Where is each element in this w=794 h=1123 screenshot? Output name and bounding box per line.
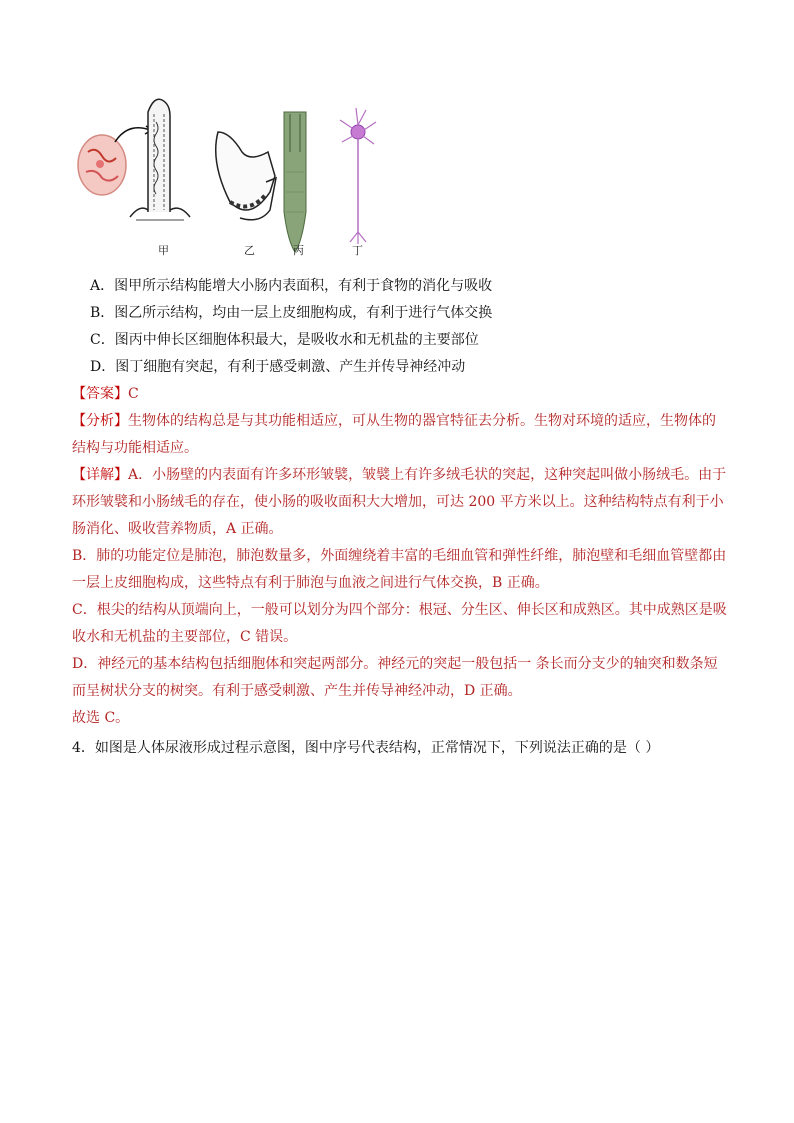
figure-label-bing: 丙 <box>293 244 304 257</box>
analysis-text-1: 生物体的结构总是与其功能相适应，可从生物的器官特征去分析。生物对环境的适应，生物体的 <box>128 413 716 429</box>
root-tip-image <box>284 112 306 252</box>
small-intestine-villus-image <box>130 99 190 220</box>
alveolus-image <box>216 132 276 220</box>
detail-line-7: 收水和无机盐的主要部位，C 错误。 <box>72 629 298 645</box>
option-d: D．图丁细胞有突起，有利于感受刺激、产生并传导神经冲动 <box>90 359 466 375</box>
answer-line <box>72 384 139 404</box>
option-a: A．图甲所示结构能增大小肠内表面积，有利于食物的消化与吸收 <box>90 278 493 294</box>
detail-line-3: 肠消化、吸收营养物质，A 正确。 <box>72 521 283 537</box>
detail-line-5: 一层上皮细胞构成，这些特点有利于肺泡与血液之间进行气体交换，B 正确。 <box>72 575 549 591</box>
figure-label-yi: 乙 <box>244 244 255 257</box>
analysis-tag: 【分析】 <box>72 413 128 429</box>
option-b: B．图乙所示结构，均由一层上皮细胞构成，有利于进行气体交换 <box>90 305 493 321</box>
detail-line-4: B．肺的功能定位是肺泡，肺泡数量多，外面缠绕着丰富的毛细血管和弹性纤维，肺泡壁和毛细血管壁都由 <box>72 548 727 564</box>
answer-value: C <box>128 386 139 402</box>
analysis-line-1 <box>72 411 716 431</box>
question-4: 4．如图是人体尿液形成过程示意图，图中序号代表结构，正常情况下，下列说法正确的是（ ） <box>72 740 660 756</box>
figure-label-ding: 丁 <box>352 244 363 257</box>
biology-figure <box>70 92 410 267</box>
detail-line-1 <box>72 465 726 485</box>
detail-tag: 【详解】 <box>72 467 128 483</box>
detail-line-6: C．根尖的结构从顶端向上，一般可以划分为四个部分：根冠、分生区、伸长区和成熟区。其中成熟区是吸 <box>72 602 727 618</box>
structures-illustration <box>70 92 410 267</box>
analysis-line-2: 结构与功能相适应。 <box>72 440 198 456</box>
neuron-image <box>340 108 376 244</box>
option-c: C．图丙中伸长区细胞体积最大，是吸收水和无机盐的主要部位 <box>90 332 479 348</box>
detail-line-8: D．神经元的基本结构包括细胞体和突起两部分。神经元的突起一般包括一 条长而分支少的轴突和数条短 <box>72 656 718 672</box>
answer-tag: 【答案】 <box>72 386 128 402</box>
villus-section-image <box>78 126 152 195</box>
detail-text-1: A．小肠壁的内表面有许多环形皱襞，皱襞上有许多绒毛状的突起，这种突起叫做小肠绒毛。由于 <box>128 467 727 483</box>
figure-label-jia: 甲 <box>158 244 169 257</box>
detail-line-9: 而呈树状分支的树突。有利于感受刺激、产生并传导神经冲动，D 正确。 <box>72 683 522 699</box>
detail-line-10: 故选 C。 <box>72 710 130 726</box>
detail-line-2: 环形皱襞和小肠绒毛的存在，使小肠的吸收面积大大增加，可达 200 平方米以上。这种结构特点有利于小 <box>72 494 724 510</box>
